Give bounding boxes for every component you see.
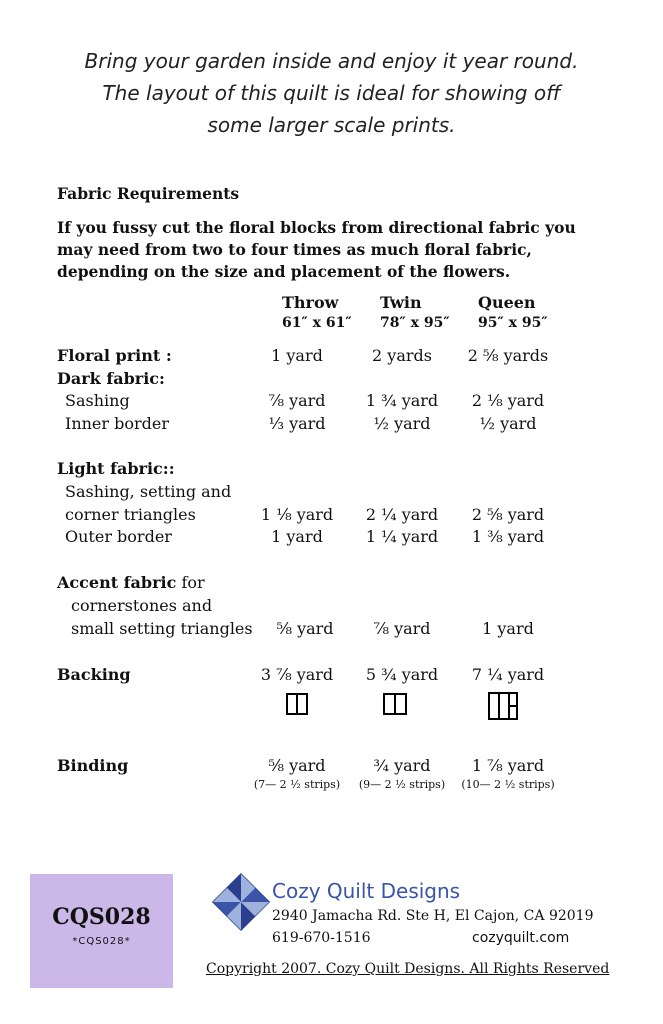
section-heading: Fabric Requirements — [57, 184, 240, 203]
floral-throw: 1 yard — [271, 346, 323, 365]
pattern-code: CQS028 — [52, 904, 151, 930]
intro-text — [30, 45, 633, 141]
label-backing: Backing — [57, 665, 131, 684]
intro-line-1: Bring your garden inside and enjoy it year round. — [84, 49, 579, 73]
label-accent-rest: for — [176, 573, 205, 592]
floral-twin: 2 yards — [372, 346, 432, 365]
sashing-twin: 1 ¾ yard — [365, 391, 439, 410]
label-outer-border: Outer border — [65, 527, 172, 546]
sashing-queen: 2 ⅛ yard — [471, 391, 545, 410]
backing-layout-twin-icon — [383, 693, 409, 717]
brand-name: Cozy Quilt Designs — [272, 879, 461, 903]
label-cornerstones: cornerstones and — [71, 596, 213, 615]
inner-border-twin: ½ yard — [373, 414, 431, 433]
intro-line-2: The layout of this quilt is ideal for showing off — [102, 81, 561, 105]
binding-throw: ⅝ yard — [268, 756, 326, 775]
backing-layout-queen-icon — [488, 692, 522, 722]
backing-queen: 7 ¼ yard — [471, 665, 545, 684]
corner-triangles-throw: 1 ⅛ yard — [260, 505, 334, 524]
pattern-code-badge — [30, 874, 173, 988]
outer-border-twin: 1 ¼ yard — [365, 527, 439, 546]
backing-layout-throw-icon — [286, 693, 310, 717]
corner-triangles-queen: 2 ⅝ yard — [471, 505, 545, 524]
outer-border-throw: 1 yard — [271, 527, 323, 546]
backing-twin: 5 ¾ yard — [365, 665, 439, 684]
small-setting-throw: ⅝ yard — [276, 619, 334, 638]
note-line-1: If you fussy cut the floral blocks from directional fabric you — [57, 218, 576, 237]
label-corner-triangles: corner triangles — [65, 505, 196, 524]
backing-throw: 3 ⅞ yard — [260, 665, 334, 684]
copyright: Copyright 2007. Cozy Quilt Designs. All Rights Reserved — [206, 961, 610, 977]
label-dark: Dark fabric: — [57, 369, 165, 388]
inner-border-throw: ⅓ yard — [268, 414, 326, 433]
sashing-throw: ⅞ yard — [268, 391, 326, 410]
label-floral: Floral print : — [57, 346, 172, 365]
column-twin: Twin — [380, 293, 422, 312]
pinwheel-logo-icon — [210, 871, 272, 933]
binding-strips-throw: (7— 2 ½ strips) — [253, 778, 341, 791]
column-throw: Throw — [282, 293, 339, 312]
column-queen-size: 95″ x 95″ — [478, 315, 548, 331]
column-throw-size: 61″ x 61″ — [282, 315, 352, 331]
pattern-barcode-text: *CQS028* — [72, 936, 131, 947]
corner-triangles-twin: 2 ¼ yard — [365, 505, 439, 524]
binding-twin: ¾ yard — [373, 756, 431, 775]
binding-strips-twin: (9— 2 ½ strips) — [358, 778, 446, 791]
label-accent — [57, 573, 205, 592]
label-sashing-setting: Sashing, setting and — [65, 482, 232, 501]
website-link[interactable]: cozyquilt.com — [472, 930, 570, 946]
inner-border-queen: ½ yard — [479, 414, 537, 433]
label-light: Light fabric:: — [57, 459, 175, 478]
column-twin-size: 78″ x 95″ — [380, 315, 450, 331]
intro-line-3: some larger scale prints. — [207, 113, 456, 137]
label-accent-bold: Accent fabric — [57, 573, 177, 592]
label-small-setting: small setting triangles — [71, 619, 253, 638]
label-sashing: Sashing — [65, 391, 130, 410]
small-setting-twin: ⅞ yard — [373, 619, 431, 638]
binding-strips-queen: (10— 2 ½ strips) — [461, 778, 555, 791]
note-line-2: may need from two to four times as much floral fabric, — [57, 240, 532, 259]
phone: 619-670-1516 — [272, 930, 371, 946]
floral-queen: 2 ⅝ yards — [467, 346, 549, 365]
label-binding: Binding — [57, 756, 129, 775]
label-inner-border: Inner border — [65, 414, 170, 433]
column-queen: Queen — [478, 293, 536, 312]
outer-border-queen: 1 ⅜ yard — [471, 527, 545, 546]
note-line-3: depending on the size and placement of the flowers. — [57, 262, 511, 281]
small-setting-queen: 1 yard — [482, 619, 534, 638]
address: 2940 Jamacha Rd. Ste H, El Cajon, CA 92019 — [272, 908, 594, 924]
binding-queen: 1 ⅞ yard — [471, 756, 545, 775]
